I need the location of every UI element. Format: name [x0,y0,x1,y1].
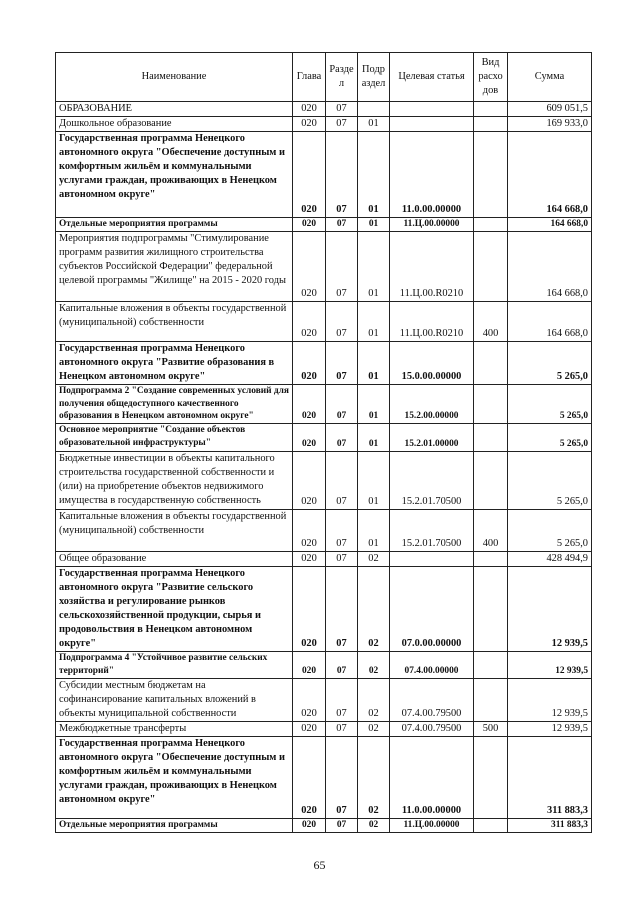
row-target: 11.Ц.00.00000 [390,818,474,832]
table-row [56,652,592,678]
row-section: 07 [326,451,358,509]
header-chapter: Глава [293,53,326,102]
row-target [390,117,474,132]
row-expense-type [474,567,508,652]
row-subsection: 01 [358,132,390,218]
row-expense-type [474,652,508,678]
table-row [56,721,592,736]
row-name: Подпрограмма 4 "Устойчивое развитие сельских территорий" [56,652,293,678]
table-row [56,301,592,341]
row-subsection: 01 [358,231,390,301]
row-amount: 428 494,9 [508,551,592,566]
row-name: Государственная программа Ненецкого автономного округа "Обеспечение доступным и комфортным жильём и коммунальными услугами граждан, проживающих в Ненецком автономном округе" [56,736,293,818]
table-row [56,218,592,232]
table-row [56,818,592,832]
table-row [56,132,592,218]
row-expense-type: 500 [474,721,508,736]
row-name: Государственная программа Ненецкого автономного округа "Развитие образования в Ненецком автономном округе" [56,341,293,384]
row-section: 07 [326,102,358,117]
row-chapter: 020 [293,132,326,218]
row-name: Общее образование [56,551,293,566]
row-target: 11.Ц.00.R0210 [390,231,474,301]
row-amount: 164 668,0 [508,218,592,232]
row-chapter: 020 [293,102,326,117]
row-name: Подпрограмма 2 "Создание современных условий для получения общедоступного качественного образования в Ненецком автономном округе" [56,384,293,423]
row-target: 15.2.01.00000 [390,423,474,451]
table-row [56,678,592,721]
page-number: 65 [313,858,326,872]
row-expense-type [474,423,508,451]
row-section: 07 [326,736,358,818]
row-target [390,102,474,117]
table-row [56,102,592,117]
row-expense-type [474,384,508,423]
row-section: 07 [326,551,358,566]
row-subsection: 02 [358,736,390,818]
row-target: 07.0.00.00000 [390,567,474,652]
row-target: 11.0.00.00000 [390,736,474,818]
table-row [56,231,592,301]
row-subsection: 02 [358,818,390,832]
row-amount: 609 051,5 [508,102,592,117]
row-amount: 311 883,3 [508,736,592,818]
row-chapter: 020 [293,652,326,678]
header-row [56,53,592,102]
row-name: Государственная программа Ненецкого автономного округа "Обеспечение доступным и комфортным жильём и коммунальными услугами граждан, проживающих в Ненецком автономном округе" [56,132,293,218]
row-expense-type [474,551,508,566]
row-target: 07.4.00.00000 [390,652,474,678]
row-name: Капитальные вложения в объекты государственной (муниципальной) собственности [56,301,293,341]
header-subsection: Подр аздел [358,53,390,102]
row-chapter: 020 [293,818,326,832]
row-name: Бюджетные инвестиции в объекты капитального строительства государственной собственности и (или) на приобретение объектов недвижимого имущества в государственную собственность [56,451,293,509]
row-amount: 5 265,0 [508,423,592,451]
row-section: 07 [326,509,358,551]
table-row [56,423,592,451]
row-subsection: 01 [358,384,390,423]
row-expense-type [474,102,508,117]
row-section: 07 [326,218,358,232]
row-chapter: 020 [293,218,326,232]
row-subsection: 01 [358,117,390,132]
row-amount: 5 265,0 [508,509,592,551]
row-subsection: 02 [358,652,390,678]
row-target: 15.2.01.70500 [390,509,474,551]
row-target: 11.0.00.00000 [390,132,474,218]
row-expense-type [474,231,508,301]
row-amount: 12 939,5 [508,567,592,652]
row-amount: 12 939,5 [508,678,592,721]
row-amount: 12 939,5 [508,721,592,736]
row-amount: 12 939,5 [508,652,592,678]
row-subsection: 01 [358,218,390,232]
row-name: Капитальные вложения в объекты государственной (муниципальной) собственности [56,509,293,551]
row-target: 11.Ц.00.00000 [390,218,474,232]
row-expense-type [474,678,508,721]
row-section: 07 [326,652,358,678]
row-chapter: 020 [293,567,326,652]
row-amount: 164 668,0 [508,231,592,301]
table-row [56,736,592,818]
row-subsection [358,102,390,117]
row-chapter: 020 [293,509,326,551]
row-chapter: 020 [293,721,326,736]
header-expense-type: Вид расхо дов [474,53,508,102]
row-expense-type: 400 [474,301,508,341]
row-target: 15.2.01.70500 [390,451,474,509]
row-chapter: 020 [293,231,326,301]
table-row [56,384,592,423]
budget-table [55,52,592,833]
table-row [56,341,592,384]
row-section: 07 [326,341,358,384]
header-amount: Сумма [508,53,592,102]
row-name: Субсидии местным бюджетам на софинансирование капитальных вложений в объекты муниципальной собственности [56,678,293,721]
header-name: Наименование [56,53,293,102]
table-row [56,509,592,551]
row-section: 07 [326,301,358,341]
row-chapter: 020 [293,301,326,341]
table-row [56,451,592,509]
row-amount: 311 883,3 [508,818,592,832]
row-amount: 5 265,0 [508,451,592,509]
row-chapter: 020 [293,384,326,423]
table-row [56,117,592,132]
row-target: 11.Ц.00.R0210 [390,301,474,341]
row-section: 07 [326,117,358,132]
row-section: 07 [326,721,358,736]
row-chapter: 020 [293,678,326,721]
row-expense-type [474,818,508,832]
row-amount: 164 668,0 [508,301,592,341]
row-section: 07 [326,567,358,652]
row-subsection: 02 [358,721,390,736]
row-subsection: 02 [358,567,390,652]
row-section: 07 [326,678,358,721]
row-amount: 5 265,0 [508,341,592,384]
row-target [390,551,474,566]
row-subsection: 02 [358,551,390,566]
row-chapter: 020 [293,341,326,384]
row-chapter: 020 [293,451,326,509]
table-row [56,567,592,652]
row-section: 07 [326,231,358,301]
row-chapter: 020 [293,551,326,566]
row-section: 07 [326,132,358,218]
row-chapter: 020 [293,736,326,818]
row-subsection: 01 [358,509,390,551]
header-target: Целевая статья [390,53,474,102]
table-row [56,551,592,566]
row-target: 07.4.00.79500 [390,721,474,736]
header-section: Разде л [326,53,358,102]
row-target: 15.2.00.00000 [390,384,474,423]
row-expense-type [474,132,508,218]
row-amount: 169 933,0 [508,117,592,132]
row-section: 07 [326,384,358,423]
row-subsection: 01 [358,341,390,384]
row-name: Отдельные мероприятия программы [56,218,293,232]
row-chapter: 020 [293,423,326,451]
row-name: Мероприятия подпрограммы "Стимулирование программ развития жилищного строительства субъектов Российской Федерации" федеральной целевой программы "Жилище" на 2015 - 2020 годы [56,231,293,301]
row-amount: 164 668,0 [508,132,592,218]
row-chapter: 020 [293,117,326,132]
row-section: 07 [326,423,358,451]
row-expense-type [474,736,508,818]
row-subsection: 01 [358,451,390,509]
row-target: 07.4.00.79500 [390,678,474,721]
row-expense-type [474,341,508,384]
row-name: Основное мероприятие "Создание объектов образовательной инфраструктуры" [56,423,293,451]
row-name: ОБРАЗОВАНИЕ [56,102,293,117]
row-name: Государственная программа Ненецкого автономного округа "Развитие сельского хозяйства и регулирование рынков сельскохозяйственной продукции, сырья и продовольствия в Ненецком автономном округе" [56,567,293,652]
row-subsection: 02 [358,678,390,721]
row-expense-type: 400 [474,509,508,551]
table-body [56,102,592,833]
row-subsection: 01 [358,423,390,451]
row-name: Межбюджетные трансферты [56,721,293,736]
row-expense-type [474,218,508,232]
row-target: 15.0.00.00000 [390,341,474,384]
row-name: Отдельные мероприятия программы [56,818,293,832]
row-expense-type [474,117,508,132]
row-section: 07 [326,818,358,832]
row-expense-type [474,451,508,509]
row-subsection: 01 [358,301,390,341]
row-amount: 5 265,0 [508,384,592,423]
row-name: Дошкольное образование [56,117,293,132]
